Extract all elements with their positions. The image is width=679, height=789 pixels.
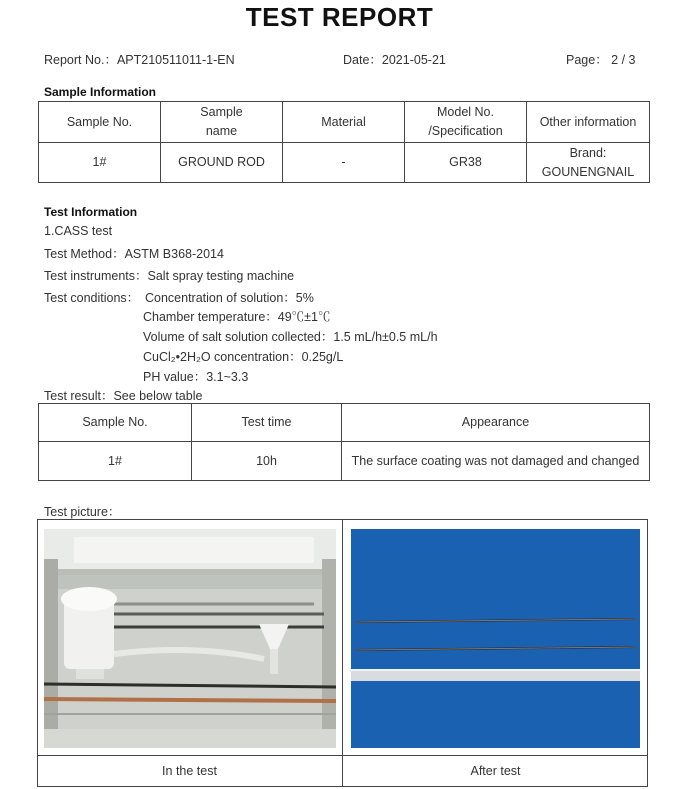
test-name: 1.CASS test [44, 224, 113, 238]
test-result-line: Test result：See below table [44, 389, 203, 403]
report-number: Report No.：APT210511011-1-EN [44, 53, 235, 67]
test-picture-label: Test picture： [44, 505, 121, 519]
condition-chamber-temperature: Chamber temperature：49℃±1℃ [143, 310, 331, 324]
picture-grid-divider [342, 519, 343, 787]
col-model-specification: Model No. /Specification [405, 102, 527, 143]
col-sample-name: Sample name [161, 102, 283, 143]
condition-ph-value: PH value：3.1~3.3 [143, 370, 249, 384]
cell-other-information: Brand: GOUNENGNAIL [527, 143, 650, 183]
report-date: Date：2021-05-21 [343, 53, 446, 67]
page-number: Page： 2 / 3 [566, 53, 636, 67]
col-result-sample-no: Sample No. [39, 404, 192, 442]
after-test-caption: After test [470, 764, 521, 778]
cell-model: GR38 [405, 143, 527, 183]
col-material: Material [283, 102, 405, 143]
test-method: Test Method：ASTM B368-2014 [44, 247, 224, 261]
in-the-test-caption: In the test [162, 764, 217, 778]
test-conditions-label: Test conditions： [44, 291, 140, 305]
cell-sample-no: 1# [39, 143, 161, 183]
cell-result-test-time: 10h [192, 442, 342, 481]
cell-result-sample-no: 1# [39, 442, 192, 481]
sample-information-heading: Sample Information [44, 85, 157, 99]
after-test-photo [351, 529, 640, 748]
condition-salt-volume: Volume of salt solution collected：1.5 mL/h±0.5 mL/h [143, 330, 438, 344]
cell-result-appearance: The surface coating was not damaged and changed [342, 442, 650, 481]
in-the-test-photo [44, 529, 336, 748]
col-result-appearance: Appearance [342, 404, 650, 442]
cell-material: - [283, 143, 405, 183]
col-sample-no: Sample No. [39, 102, 161, 143]
condition-cucl2-concentration: CuCl₂•2H₂O concentration：0.25g/L [143, 350, 344, 364]
condition-concentration: Concentration of solution：5% [145, 291, 314, 305]
picture-caption-divider [37, 755, 648, 756]
cell-sample-name: GROUND ROD [161, 143, 283, 183]
report-title: TEST REPORT [245, 2, 434, 32]
test-information-heading: Test Information [44, 205, 138, 219]
sample-information-table [38, 101, 650, 183]
col-other-information: Other information [527, 102, 650, 143]
test-instruments: Test instruments：Salt spray testing machine [44, 269, 295, 283]
col-result-test-time: Test time [192, 404, 342, 442]
result-table [38, 403, 650, 481]
